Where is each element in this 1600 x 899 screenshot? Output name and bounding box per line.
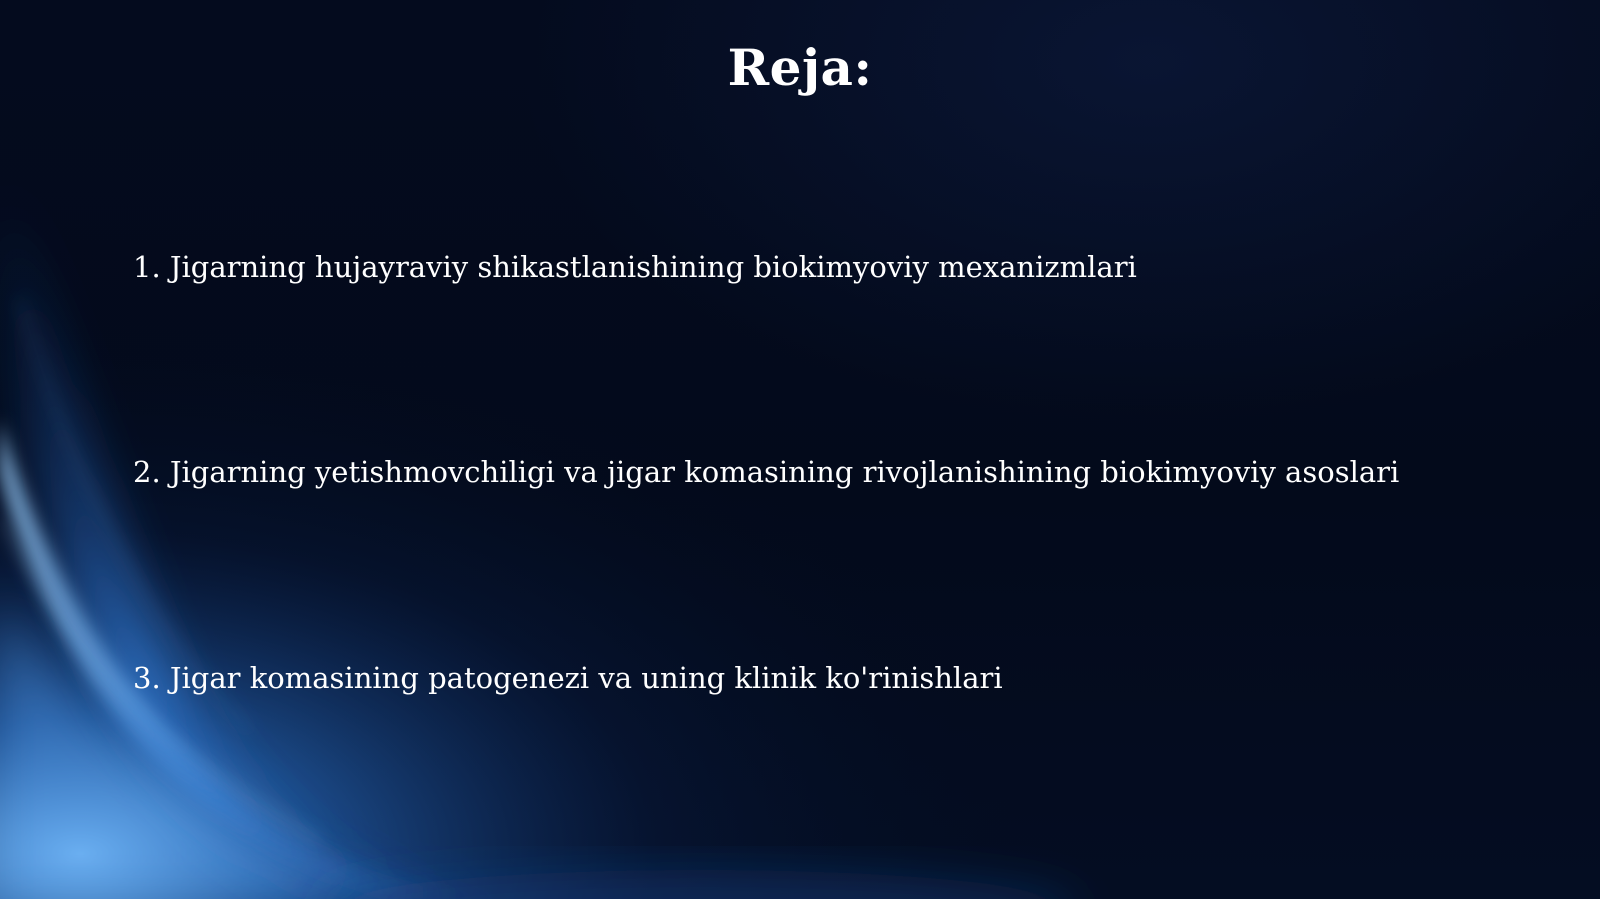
slide-title: Reja: [727,38,873,97]
agenda-item-text: Jigar komasining patogenezi va uning klinik ko'rinishlari [169,661,1003,695]
agenda-item-text: Jigarning yetishmovchiligi va jigar komasining rivojlanishining biokimyoviy asoslari [169,455,1400,489]
agenda-item [133,455,1399,490]
agenda-item-number: 2. [133,455,161,489]
agenda-item [133,661,1003,696]
agenda-item-number: 3. [133,661,161,695]
agenda-item [133,250,1137,285]
agenda-item-text: Jigarning hujayraviy shikastlanishining biokimyoviy mexanizmlari [169,250,1137,284]
agenda-item-number: 1. [133,250,161,284]
